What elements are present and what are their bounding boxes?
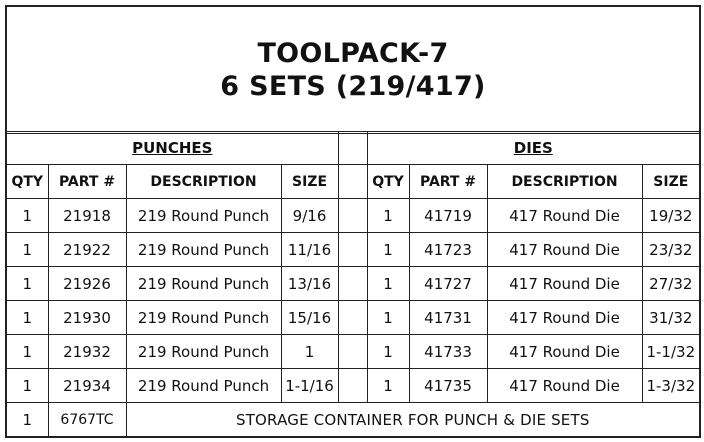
die-qty: 1 [367,199,409,233]
die-size: 1-1/32 [642,335,700,369]
punch-description: 219 Round Punch [126,233,281,267]
die-description-header: DESCRIPTION [487,165,642,199]
row-gap [338,267,367,301]
die-description: 417 Round Die [487,369,642,403]
punch-size: 9/16 [281,199,338,233]
punch-description: 219 Round Punch [126,335,281,369]
punch-size-header: SIZE [281,165,338,199]
punch-size: 1 [281,335,338,369]
punch-part: 21922 [48,233,126,267]
die-size: 19/32 [642,199,700,233]
punch-part: 21934 [48,369,126,403]
die-qty: 1 [367,335,409,369]
punch-description: 219 Round Punch [126,369,281,403]
punch-qty: 1 [6,199,48,233]
punch-part-header: PART # [48,165,126,199]
punch-size: 13/16 [281,267,338,301]
parts-table [5,131,701,438]
row-gap [338,369,367,403]
header-gap [338,165,367,199]
section-header-row [6,132,700,165]
punch-description: 219 Round Punch [126,199,281,233]
table-row [6,335,700,369]
die-size: 31/32 [642,301,700,335]
punch-qty-header: QTY [6,165,48,199]
die-description: 417 Round Die [487,199,642,233]
punch-part: 21918 [48,199,126,233]
section-gap [338,132,367,165]
punch-size: 11/16 [281,233,338,267]
punches-section-label: PUNCHES [6,132,338,165]
punch-description: 219 Round Punch [126,267,281,301]
toolpack-sheet [5,5,699,436]
row-gap [338,233,367,267]
punch-size: 1-1/16 [281,369,338,403]
container-description: STORAGE CONTAINER FOR PUNCH & DIE SETS [126,403,700,438]
die-size: 27/32 [642,267,700,301]
die-qty: 1 [367,267,409,301]
die-part: 41731 [409,301,487,335]
die-part: 41719 [409,199,487,233]
table-row [6,233,700,267]
punch-qty: 1 [6,369,48,403]
punch-part: 21930 [48,301,126,335]
die-description: 417 Round Die [487,301,642,335]
title-line-2: 6 SETS (219/417) [220,71,486,102]
punch-description: 219 Round Punch [126,301,281,335]
row-gap [338,301,367,335]
punch-description-header: DESCRIPTION [126,165,281,199]
die-size: 23/32 [642,233,700,267]
punch-qty: 1 [6,301,48,335]
die-part: 41727 [409,267,487,301]
die-qty: 1 [367,301,409,335]
table-row [6,267,700,301]
punch-qty: 1 [6,267,48,301]
die-part: 41723 [409,233,487,267]
container-part: 6767TC [48,403,126,438]
punch-qty: 1 [6,233,48,267]
die-part: 41735 [409,369,487,403]
die-qty: 1 [367,233,409,267]
die-part: 41733 [409,335,487,369]
punch-part: 21932 [48,335,126,369]
table-row [6,199,700,233]
row-gap [338,335,367,369]
punch-qty: 1 [6,335,48,369]
container-qty: 1 [6,403,48,438]
die-description: 417 Round Die [487,335,642,369]
row-gap [338,199,367,233]
table-row [6,369,700,403]
dies-section-label: DIES [367,132,700,165]
die-size: 1-3/32 [642,369,700,403]
punch-size: 15/16 [281,301,338,335]
punch-part: 21926 [48,267,126,301]
footer-row [6,403,700,438]
die-size-header: SIZE [642,165,700,199]
die-qty-header: QTY [367,165,409,199]
die-description: 417 Round Die [487,233,642,267]
die-description: 417 Round Die [487,267,642,301]
column-header-row [6,165,700,199]
table-row [6,301,700,335]
die-qty: 1 [367,369,409,403]
title-block [5,5,701,134]
title-line-1: TOOLPACK-7 [257,38,449,69]
die-part-header: PART # [409,165,487,199]
